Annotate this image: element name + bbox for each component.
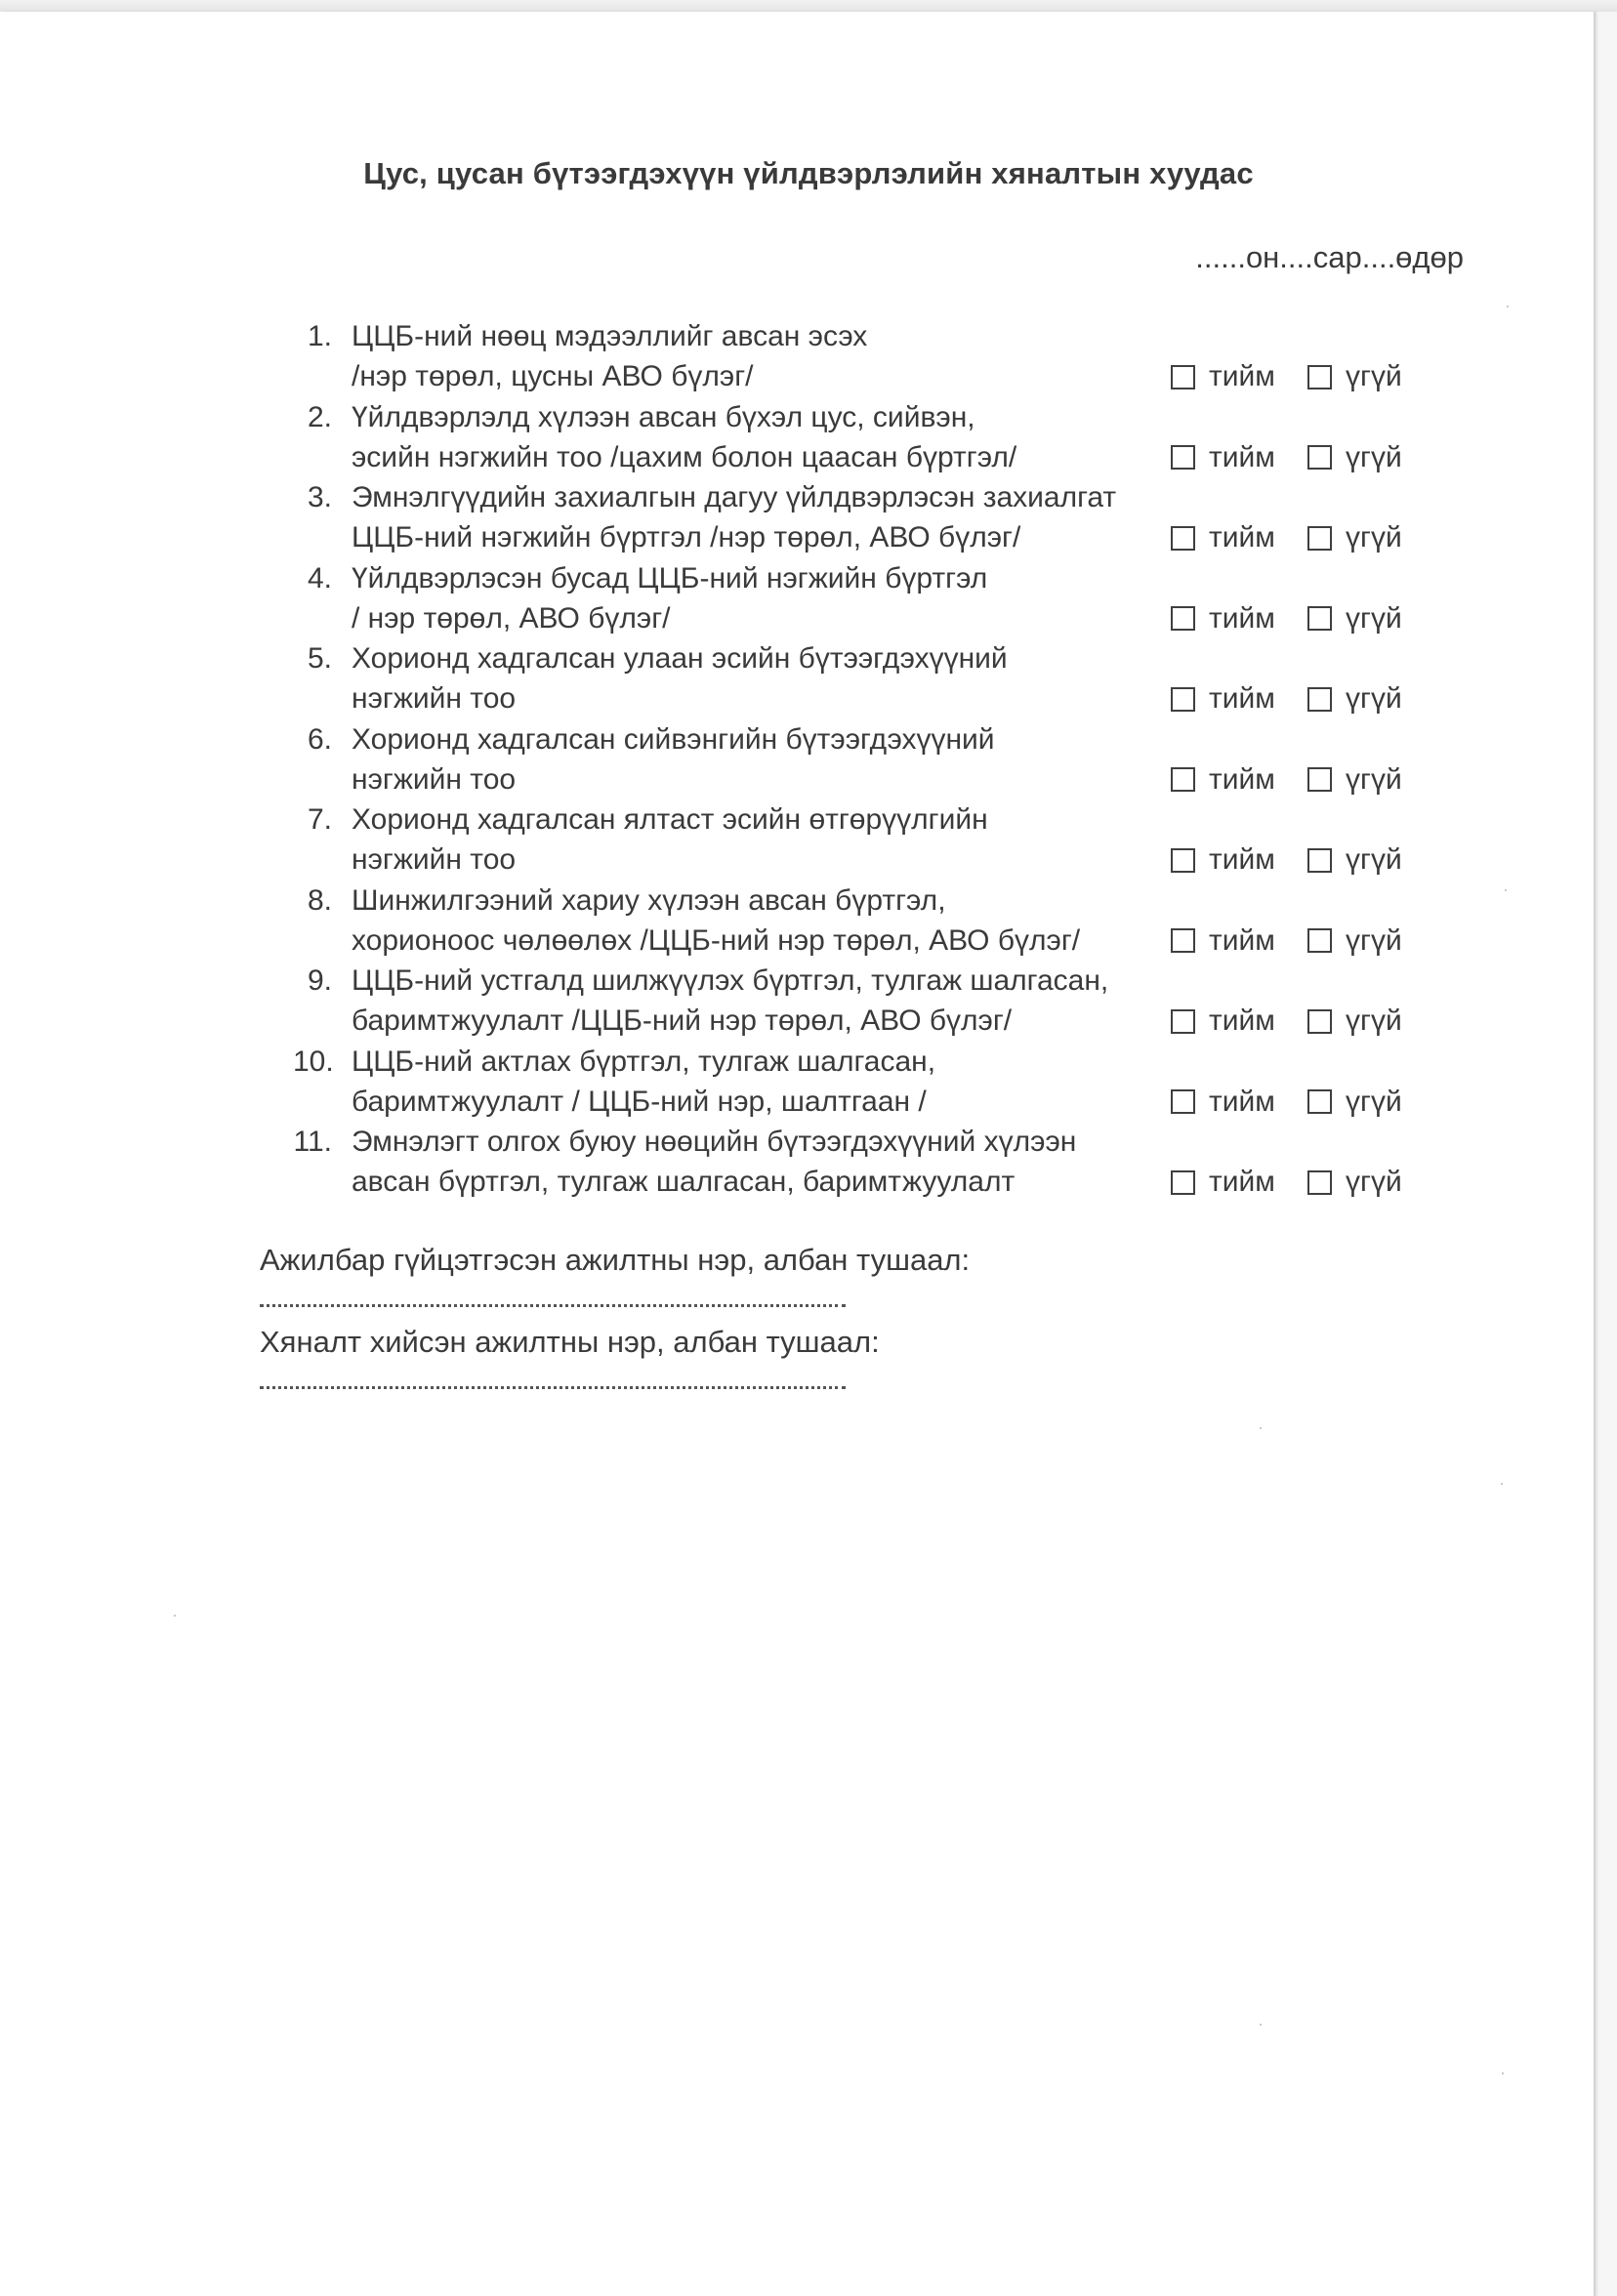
item-answers <box>1171 440 1402 475</box>
item-text <box>352 397 1230 477</box>
scan-speck <box>1260 2024 1262 2026</box>
item-text <box>352 477 1230 557</box>
item-answers <box>1171 601 1402 636</box>
yes-checkbox[interactable] <box>1171 606 1195 631</box>
yes-checkbox[interactable] <box>1171 848 1195 873</box>
yes-checkbox[interactable] <box>1171 365 1195 390</box>
checklist-item <box>293 881 1465 962</box>
scan-speck <box>1505 889 1507 891</box>
item-number: 4. <box>307 561 332 594</box>
checklist <box>293 316 1465 1203</box>
yes-checkbox[interactable] <box>1171 767 1195 792</box>
scan-top-strip <box>0 0 1617 12</box>
checklist-item <box>293 638 1465 719</box>
no-checkbox[interactable] <box>1307 365 1332 390</box>
yes-label: тийм <box>1209 923 1275 957</box>
yes-label: тийм <box>1209 521 1275 554</box>
item-text-line2: эсийн нэгжийн тоо /цахим болон цаасан бүртгэл/ <box>352 440 1017 473</box>
checklist-item <box>293 961 1465 1042</box>
yes-checkbox[interactable] <box>1171 928 1195 953</box>
scan-speck <box>1260 1427 1262 1429</box>
yes-label: тийм <box>1209 1004 1275 1037</box>
yes-checkbox[interactable] <box>1171 1170 1195 1195</box>
yes-label: тийм <box>1209 440 1275 473</box>
item-text <box>352 719 1230 800</box>
item-text-line1: Шинжилгээний хариу хүлээн авсан бүртгэл, <box>352 883 946 917</box>
yes-label: тийм <box>1209 1166 1275 1198</box>
controller-signature-line[interactable] <box>260 1363 846 1404</box>
item-text <box>352 1042 1230 1122</box>
item-answers <box>1171 842 1402 878</box>
item-text-line2: нэгжийн тоо <box>352 843 517 876</box>
item-answers <box>1171 520 1402 555</box>
item-text <box>352 558 1230 638</box>
no-label: үгүй <box>1346 521 1402 554</box>
page-edge <box>1594 12 1596 2296</box>
scan-speck <box>1502 2072 1504 2074</box>
item-number: 1. <box>307 320 332 352</box>
item-text-line2: баримтжуулалт / ЦЦБ-ний нэр, шалтгаан / <box>352 1085 927 1118</box>
yes-label: тийм <box>1209 843 1275 876</box>
scan-speck <box>174 1615 176 1617</box>
signature-section <box>260 1240 970 1404</box>
yes-label: тийм <box>1209 601 1275 635</box>
item-text-line2: нэгжийн тоо <box>352 682 517 715</box>
no-checkbox[interactable] <box>1307 1009 1332 1034</box>
no-checkbox[interactable] <box>1307 606 1332 631</box>
item-number: 3. <box>307 481 332 513</box>
item-answers <box>1171 1085 1402 1120</box>
date-line: ......он....сар....өдөр <box>1195 240 1464 274</box>
item-text-line1: Үйлдвэрлэсэн бусад ЦЦБ-ний нэгжийн бүртгэл <box>352 561 988 594</box>
item-number: 10. <box>293 1045 334 1078</box>
item-text-line2: /нэр төрөл, цусны АВО бүлэг/ <box>352 360 754 392</box>
item-number: 8. <box>307 883 332 917</box>
no-checkbox[interactable] <box>1307 1089 1332 1114</box>
no-checkbox[interactable] <box>1307 848 1332 873</box>
performer-label: Ажилбар гүйцэтгэсэн ажилтны нэр, албан тушаал: <box>260 1243 971 1277</box>
item-answers <box>1171 762 1402 798</box>
scan-speck <box>1501 1483 1503 1485</box>
item-number: 6. <box>307 722 332 756</box>
item-text-line2: баримтжуулалт /ЦЦБ-ний нэр төрөл, АВО бүлэг/ <box>352 1004 1013 1037</box>
yes-checkbox[interactable] <box>1171 1089 1195 1114</box>
no-checkbox[interactable] <box>1307 526 1332 551</box>
item-text <box>352 881 1230 961</box>
item-text-line2: ЦЦБ-ний нэгжийн бүртгэл /нэр төрөл, АВО бүлэг/ <box>352 521 1021 554</box>
yes-label: тийм <box>1209 1085 1275 1118</box>
no-checkbox[interactable] <box>1307 687 1332 712</box>
checklist-item <box>293 1042 1465 1123</box>
no-label: үгүй <box>1346 601 1402 635</box>
item-number: 2. <box>307 400 332 433</box>
yes-label: тийм <box>1209 682 1275 715</box>
item-number: 11. <box>293 1126 332 1158</box>
no-label: үгүй <box>1346 1004 1402 1037</box>
item-text-line1: ЦЦБ-ний актлах бүртгэл, тулгаж шалгасан, <box>352 1045 936 1078</box>
scan-speck <box>1507 306 1509 308</box>
item-answers <box>1171 681 1402 717</box>
checklist-item <box>293 316 1465 397</box>
checklist-item <box>293 558 1465 639</box>
item-text <box>352 638 1230 718</box>
yes-checkbox[interactable] <box>1171 445 1195 470</box>
no-label: үгүй <box>1346 682 1402 715</box>
item-text <box>352 1122 1230 1202</box>
item-number: 9. <box>307 964 332 997</box>
item-text <box>352 961 1230 1041</box>
item-text-line1: Эмнэлгүүдийн захиалгын дагуу үйлдвэрлэсэн захиалгат <box>352 481 1117 513</box>
item-answers <box>1171 923 1402 959</box>
item-text-line1: ЦЦБ-ний нөөц мэдээллийг авсан эсэх <box>352 320 868 352</box>
no-checkbox[interactable] <box>1307 445 1332 470</box>
yes-checkbox[interactable] <box>1171 526 1195 551</box>
item-text-line2: нэгжийн тоо <box>352 762 517 796</box>
no-label: үгүй <box>1346 440 1402 473</box>
checklist-item <box>293 719 1465 800</box>
item-text-line1: Эмнэлэгт олгох буюу нөөцийн бүтээгдэхүүний хүлээн <box>352 1126 1077 1158</box>
no-label: үгүй <box>1346 1085 1402 1118</box>
item-text-line1: Үйлдвэрлэлд хүлээн авсан бүхэл цус, сийвэн, <box>352 400 975 433</box>
performer-signature-line[interactable] <box>260 1281 846 1322</box>
yes-label: тийм <box>1209 762 1275 796</box>
no-label: үгүй <box>1346 1166 1402 1198</box>
item-answers <box>1171 1004 1402 1039</box>
item-number: 7. <box>307 803 332 836</box>
item-number: 5. <box>307 642 332 675</box>
item-answers <box>1171 1165 1402 1200</box>
controller-label: Хяналт хийсэн ажилтны нэр, албан тушаал: <box>260 1325 880 1359</box>
item-text-line2: хорионоос чөлөөлөх /ЦЦБ-ний нэр төрөл, АВО бүлэг/ <box>352 923 1081 957</box>
no-checkbox[interactable] <box>1307 767 1332 792</box>
no-label: үгүй <box>1346 360 1402 392</box>
item-text-line2: / нэр төрөл, АВО бүлэг/ <box>352 601 671 635</box>
item-answers <box>1171 359 1402 394</box>
no-checkbox[interactable] <box>1307 1170 1332 1195</box>
yes-checkbox[interactable] <box>1171 1009 1195 1034</box>
document-title: Цус, цусан бүтээгдэхүүн үйлдвэрлэлийн хяналтын хуудас <box>363 156 1254 190</box>
no-label: үгүй <box>1346 843 1402 876</box>
checklist-item <box>293 477 1465 558</box>
item-text-line1: Хорионд хадгалсан сийвэнгийн бүтээгдэхүүний <box>352 722 995 756</box>
item-text-line2: авсан бүртгэл, тулгаж шалгасан, баримтжуулалт <box>352 1166 1016 1198</box>
checklist-item <box>293 1122 1465 1203</box>
checklist-item <box>293 397 1465 478</box>
item-text-line1: Хорионд хадгалсан ялтаст эсийн өтгөрүүлгийн <box>352 803 988 836</box>
no-label: үгүй <box>1346 762 1402 796</box>
checklist-item <box>293 800 1465 881</box>
item-text-line1: ЦЦБ-ний устгалд шилжүүлэх бүртгэл, тулгаж шалгасан, <box>352 964 1109 997</box>
no-label: үгүй <box>1346 923 1402 957</box>
yes-label: тийм <box>1209 360 1275 392</box>
item-text <box>352 316 1230 396</box>
no-checkbox[interactable] <box>1307 928 1332 953</box>
yes-checkbox[interactable] <box>1171 687 1195 712</box>
item-text-line1: Хорионд хадгалсан улаан эсийн бүтээгдэхүүний <box>352 642 1008 675</box>
item-text <box>352 800 1230 880</box>
